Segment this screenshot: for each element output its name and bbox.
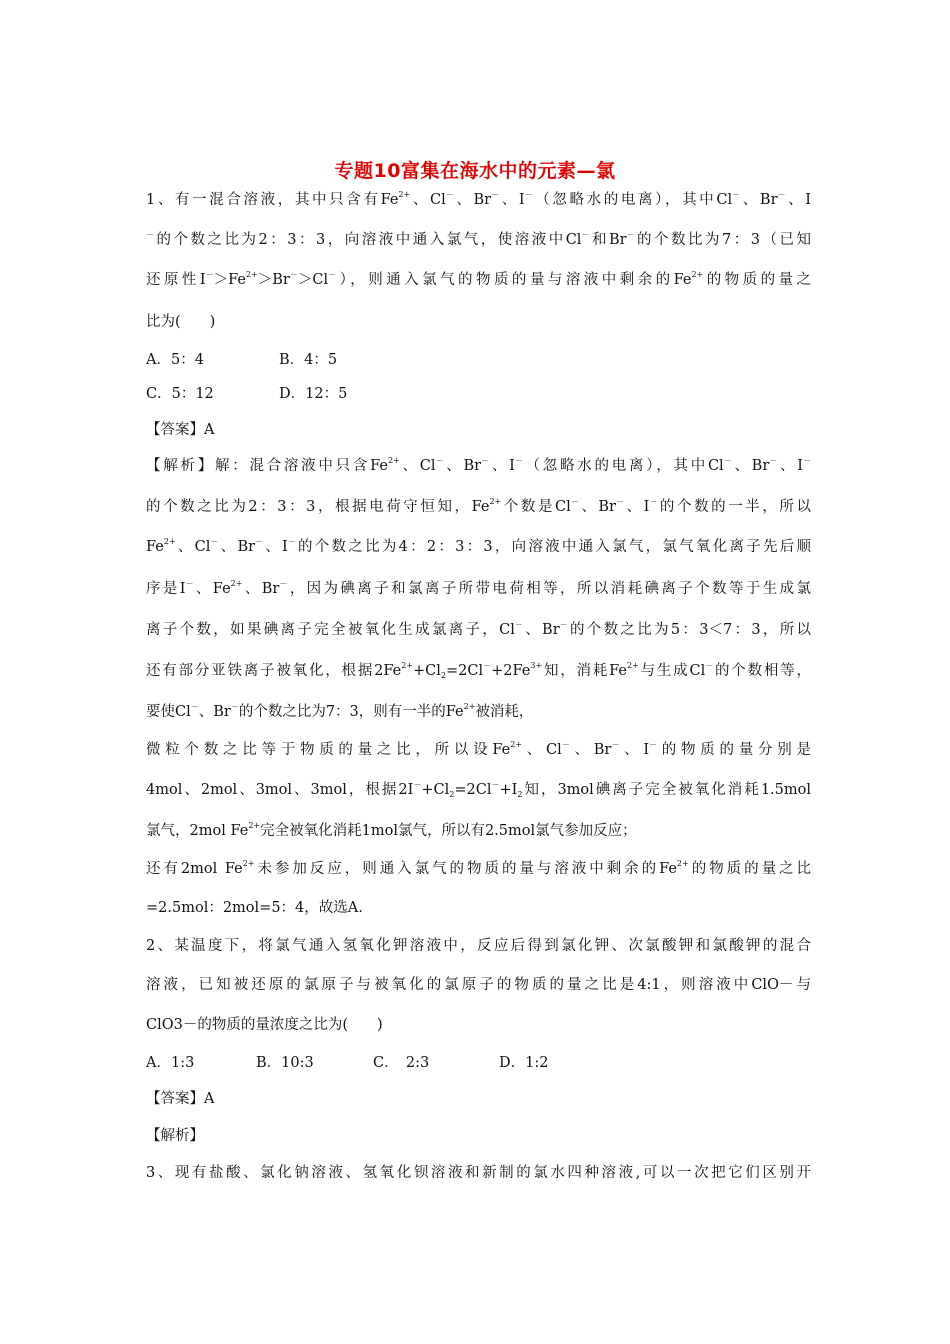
q1-line-4: 比为( ) [146,314,216,330]
e1-line-5: 离子个数，如果碘离子完全被氧化生成氯离子，Cl－、Br－的个数之比为5：3＜7：3，所以 [146,620,812,638]
q2-line-1: 2、某温度下，将氯气通入氢氧化钾溶液中，反应后得到氯化钾、次氯酸钾和氯酸钾的混合 [146,938,811,954]
q1-answer: 【答案】A [146,422,215,438]
q1-line-1: 1、有一混合溶液，其中只含有$Fe^{2+}$、Cl－、Br－、I－（忽略水的电离），其中Cl－、Br－、I [146,190,812,208]
e1-line-6: 还有部分亚铁离子被氧化，根据$2Fe^{2+}+Cl_2=2Cl^-+2Fe^{3+}$知，消耗$Fe^{2+}$与生成Cl－的个数相等， [146,661,811,680]
q1-line-3: 还原性$I^->Fe^{2+}>Br^->Cl^-$），则通入氯气的物质的量与溶液中剩余的$Fe^{2+}$的物质的量之 [146,270,812,288]
e1-line-10: 氯气，2mol $Fe^{2+}$完全被氧化消耗1mol氯气，所以有2.5mol氯气参加反应； [146,821,637,839]
q3-line-1: 3、现有盐酸、氯化钠溶液、氢氧化钡溶液和新制的氯水四种溶液,可以一次把它们区别开 [146,1165,811,1181]
q2-option-d: D．1:2 [499,1055,549,1071]
q1-option-c: C．5：12 [146,386,214,402]
e1-line-3: $Fe^{2+}$、Cl－、Br－、I－的个数之比为4：2：3：3，向溶液中通入氯气，氯气氧化离子先后顺 [146,537,811,555]
e1-line-7: 要使Cl－、Br－的个数之比为7：3，则有一半的$Fe^{2+}$被消耗， [146,702,534,720]
document-title: 专题10富集在海水中的元素—氯 [334,160,616,182]
q1-line-2: －的个数之比为2：3：3，向溶液中通入氯气，使溶液中Cl－和Br－的个数比为7：3（已知 [146,230,811,248]
q2-line-2: 溶液，已知被还原的氯原子与被氧化的氯原子的物质的量之比是4:1，则溶液中ClO－与 [146,977,811,993]
q2-analysis: 【解析】 [146,1128,204,1144]
q1-option-d: D．12：5 [279,386,348,402]
q2-line-3: ClO3－的物质的量浓度之比为( ) [146,1017,383,1033]
e1-line-11: 还有2mol $Fe^{2+}$未参加反应，则通入氯气的物质的量与溶液中剩余的$Fe^{2+}$的物质的量之比 [146,859,812,877]
q2-option-b: B．10:3 [256,1055,314,1071]
e1-line-9: 4mol、2mol、3mol、3mol，根据$2I^-+Cl_2=2Cl^-+I_2$知，3mol碘离子完全被氧化消耗1.5mol [146,780,811,799]
q1-option-b: B．4：5 [279,352,338,368]
q2-option-c: C． 2:3 [373,1055,430,1071]
q2-option-a: A．1:3 [146,1055,195,1071]
q2-options-row [146,1053,548,1073]
e1-line-2: 的个数之比为2：3：3，根据电荷守恒知，$Fe^{2+}$个数是Cl－、Br－、I－的个数的一半，所以 [146,497,811,515]
q1-options-row-2 [146,384,347,404]
e1-line-1: 【解析】解：混合溶液中只含$Fe^{2+}$、Cl－、Br－、I－（忽略水的电离），其中Cl－、Br－、I－ [146,456,811,474]
q1-options-row-1 [146,350,337,370]
q2-answer: 【答案】A [146,1091,215,1107]
e1-line-4: 序是I－、$Fe^{2+}$、Br－，因为碘离子和氯离子所带电荷相等，所以消耗碘离子个数等于生成氯 [146,579,811,597]
q1-option-a: A．5：4 [146,352,204,368]
e1-line-8: 微粒个数之比等于物质的量之比，所以设$Fe^{2+}$、Cl－、Br－、I－的物质的量分别是 [146,740,811,758]
e1-line-12: =2.5mol：2mol=5：4，故选A. [146,900,363,916]
